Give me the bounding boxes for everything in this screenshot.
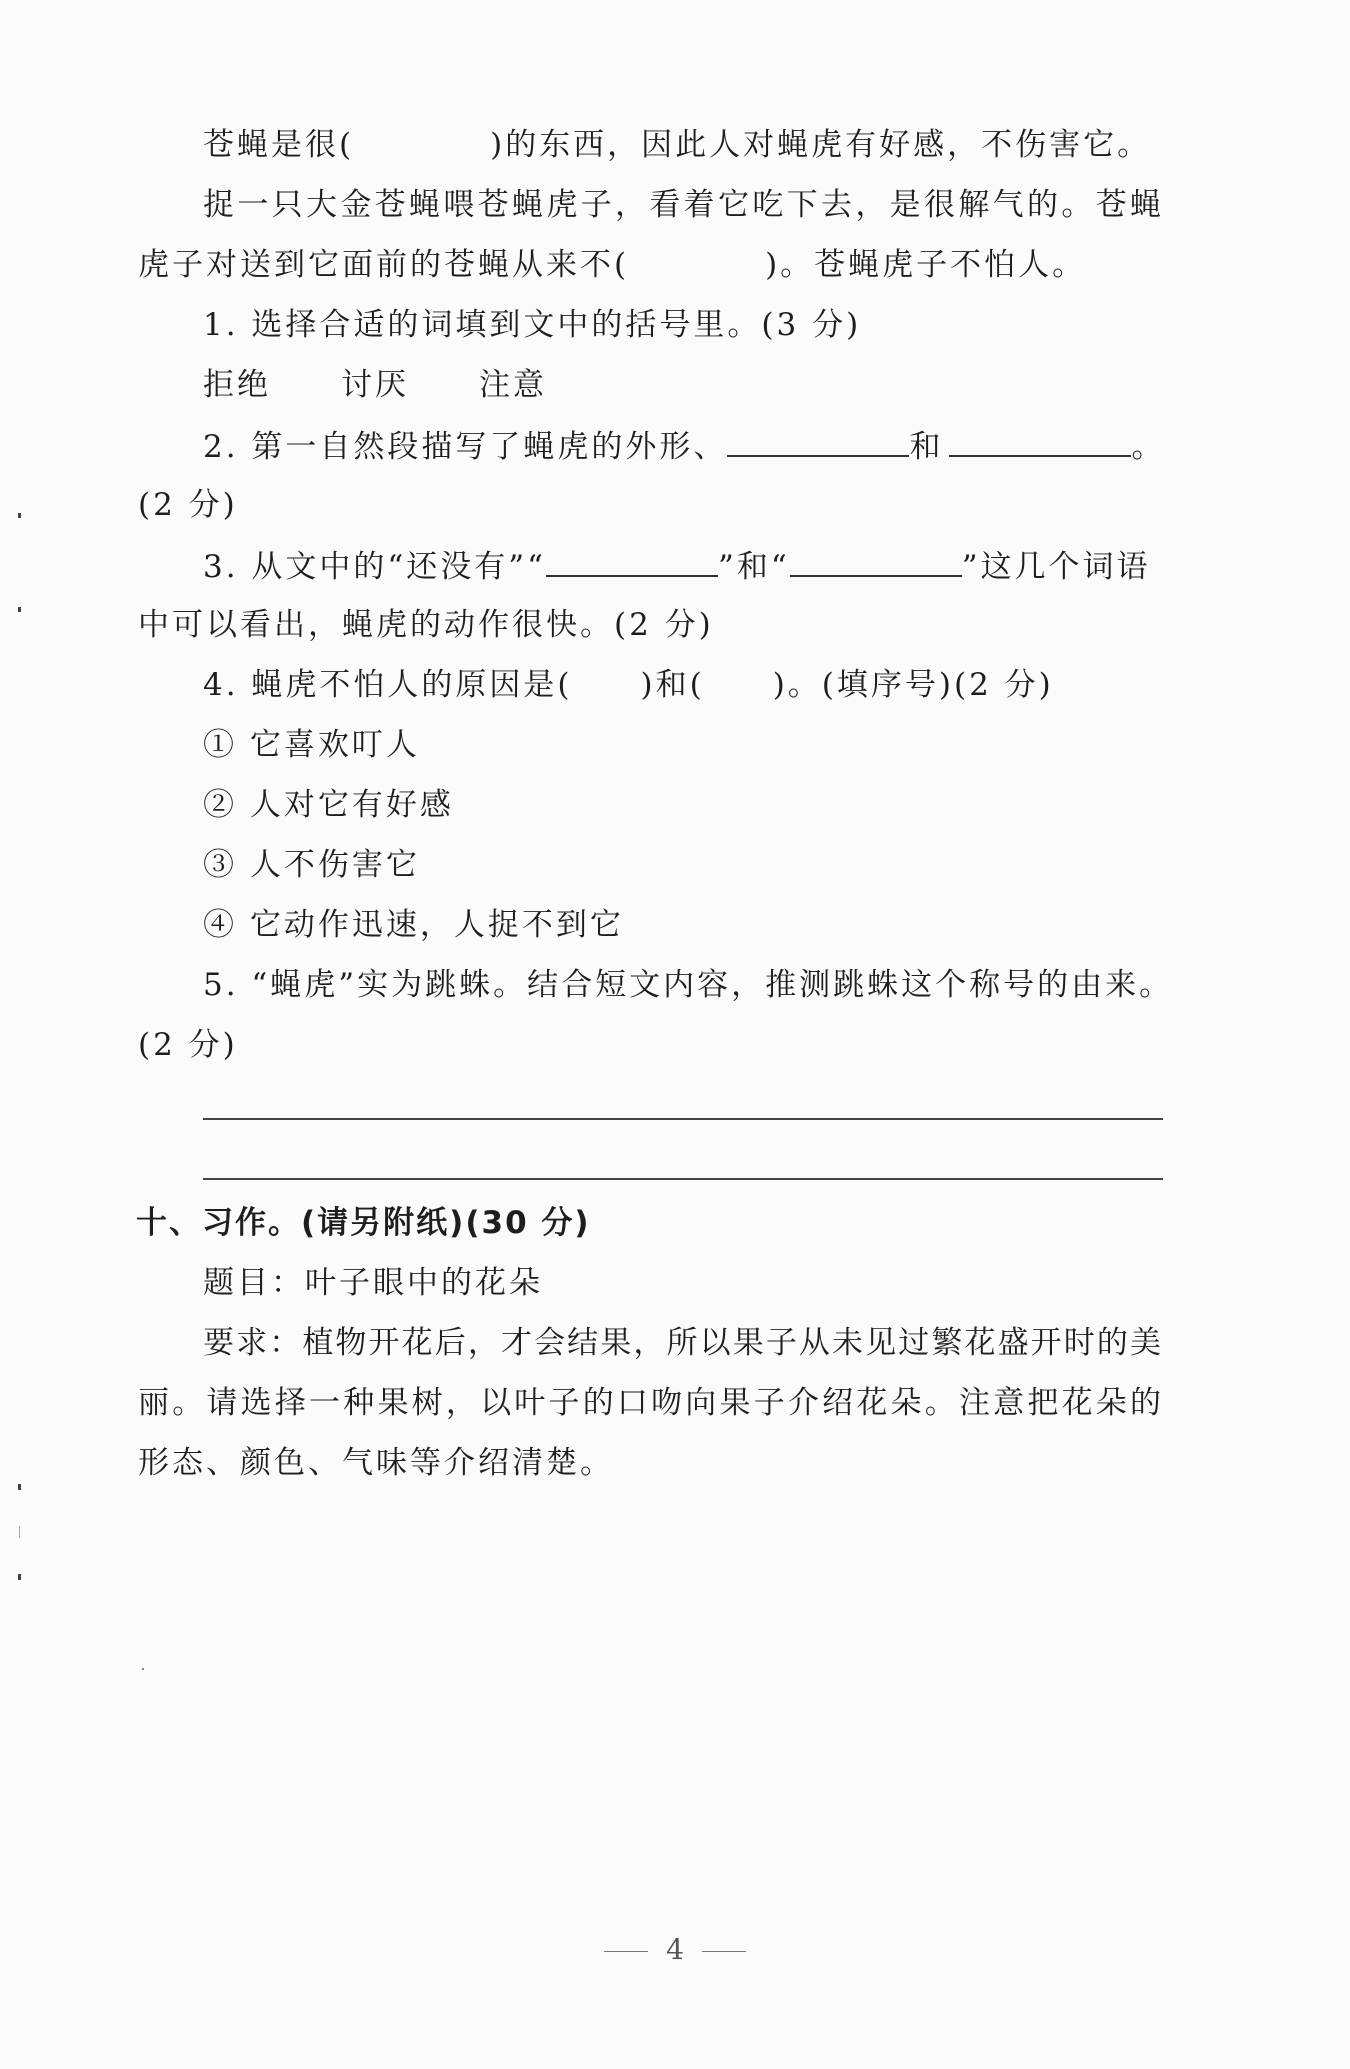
page-number: 4 (0, 1933, 1350, 1966)
composition-topic: 题目：叶子眼中的花朵 (203, 1265, 543, 1301)
scan-speck (18, 1574, 21, 1580)
question-5-score: (2 分) (138, 1027, 238, 1063)
answer-blank[interactable] (949, 425, 1131, 457)
option: ④ 它动作迅速，人捉不到它 (203, 907, 624, 943)
question-3-stem: 3. 从文中的“还没有”“ ”和“ ”这几个词语 (203, 545, 1151, 587)
dash-right (702, 1951, 746, 1952)
question-2-stem: 2. 第一自然段描写了蝇虎的外形、 和 。 (203, 425, 1165, 467)
scan-speck (18, 607, 21, 612)
word-choice: 拒绝 (203, 367, 271, 403)
scan-speck (142, 1668, 144, 1670)
passage-line: 虎子对送到它面前的苍蝇从来不( )。苍蝇虎子不怕人。 (138, 247, 1087, 283)
question-3-line2: 中可以看出，蝇虎的动作很快。(2 分) (138, 607, 714, 643)
option: ② 人对它有好感 (203, 787, 454, 823)
answer-line[interactable] (203, 1118, 1163, 1120)
section-heading: 十、习作。(请另附纸)(30 分) (136, 1205, 591, 1241)
passage-line: 捉一只大金苍蝇喂苍蝇虎子，看着它吃下去，是很解气的。苍蝇 (203, 187, 1163, 223)
option: ① 它喜欢叮人 (203, 727, 420, 763)
scan-speck (18, 513, 21, 518)
question-2-score: (2 分) (138, 487, 238, 523)
word-choice: 讨厌 (341, 367, 409, 403)
answer-blank[interactable] (727, 425, 909, 457)
answer-blank[interactable] (546, 545, 718, 577)
scan-speck (18, 1484, 21, 1490)
word-choice: 注意 (479, 367, 547, 403)
question-4-stem: 4. 蝇虎不怕人的原因是( )和( )。(填序号)(2 分) (203, 667, 1054, 703)
requirement-line: 形态、颜色、气味等介绍清楚。 (138, 1445, 614, 1481)
question-5-stem: 5. “蝇虎”实为跳蛛。结合短文内容，推测跳蛛这个称号的由来。 (203, 967, 1174, 1003)
answer-line[interactable] (203, 1178, 1163, 1180)
dash-left (604, 1951, 648, 1952)
scan-speck (19, 1526, 20, 1538)
word-choices (203, 365, 547, 405)
requirement-line: 丽。请选择一种果树，以叶子的口吻向果子介绍花朵。注意把花朵的 (138, 1385, 1163, 1421)
option: ③ 人不伤害它 (203, 847, 420, 883)
question-1-stem: 1. 选择合适的词填到文中的括号里。(3 分) (203, 307, 862, 343)
answer-blank[interactable] (790, 545, 962, 577)
passage-line: 苍蝇是很( )的东西，因此人对蝇虎有好感，不伤害它。 (203, 127, 1152, 163)
requirement-line: 要求：植物开花后，才会结果，所以果子从未见过繁花盛开时的美 (203, 1325, 1163, 1361)
